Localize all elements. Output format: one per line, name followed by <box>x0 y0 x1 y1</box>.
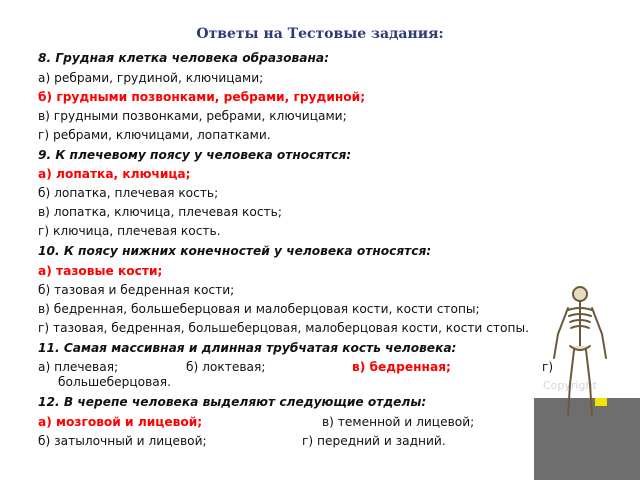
question-9: 9. К плечевому поясу у человека относятся: <box>38 148 352 162</box>
q10-option-d: г) тазовая, бедренная, большеберцовая, малоберцовая кости, кости стопы. <box>38 321 529 335</box>
question-10: 10. К поясу нижних конечностей у человека относятся: <box>38 244 432 258</box>
q12-option-b: б) затылочный и лицевой; <box>38 434 207 448</box>
q10-option-a-correct: а) тазовые кости; <box>38 264 163 278</box>
q10-option-c: в) бедренная, большеберцовая и малоберцовая кости, кости стопы; <box>38 302 480 316</box>
q8-option-d: г) ребрами, ключицами, лопатками. <box>38 128 271 142</box>
q9-option-c: в) лопатка, ключица, плечевая кость; <box>38 205 282 219</box>
q12-option-a-correct: а) мозговой и лицевой; <box>38 415 203 429</box>
watermark-text: Copyright <box>543 379 597 392</box>
q11-option-d-continued: большеберцовая. <box>58 375 171 389</box>
q11-option-d: г) <box>542 360 554 374</box>
question-12: 12. В черепе человека выделяют следующие отделы: <box>38 395 427 409</box>
q11-option-a: а) плечевая; <box>38 360 119 374</box>
q8-option-c: в) грудными позвонками, ребрами, ключицами; <box>38 109 347 123</box>
skeleton-icon <box>540 284 620 424</box>
q12-option-d: г) передний и задний. <box>302 434 446 448</box>
q8-option-a: а) ребрами, грудиной, ключицами; <box>38 71 264 85</box>
question-11: 11. Самая массивная и длинная трубчатая кость человека: <box>38 341 457 355</box>
q9-option-b: б) лопатка, плечевая кость; <box>38 186 219 200</box>
q9-option-a-correct: а) лопатка, ключица; <box>38 167 191 181</box>
q12-option-c: в) теменной и лицевой; <box>322 415 475 429</box>
q10-option-b: б) тазовая и бедренная кости; <box>38 283 235 297</box>
q8-option-b-correct: б) грудными позвонками, ребрами, грудиной; <box>38 90 366 104</box>
q9-option-d: г) ключица, плечевая кость. <box>38 224 221 238</box>
q11-option-c-correct: в) бедренная; <box>352 360 451 374</box>
question-8: 8. Грудная клетка человека образована: <box>38 51 330 65</box>
page-title: Ответы на Тестовые задания: <box>196 26 444 42</box>
q11-option-b: б) локтевая; <box>186 360 266 374</box>
